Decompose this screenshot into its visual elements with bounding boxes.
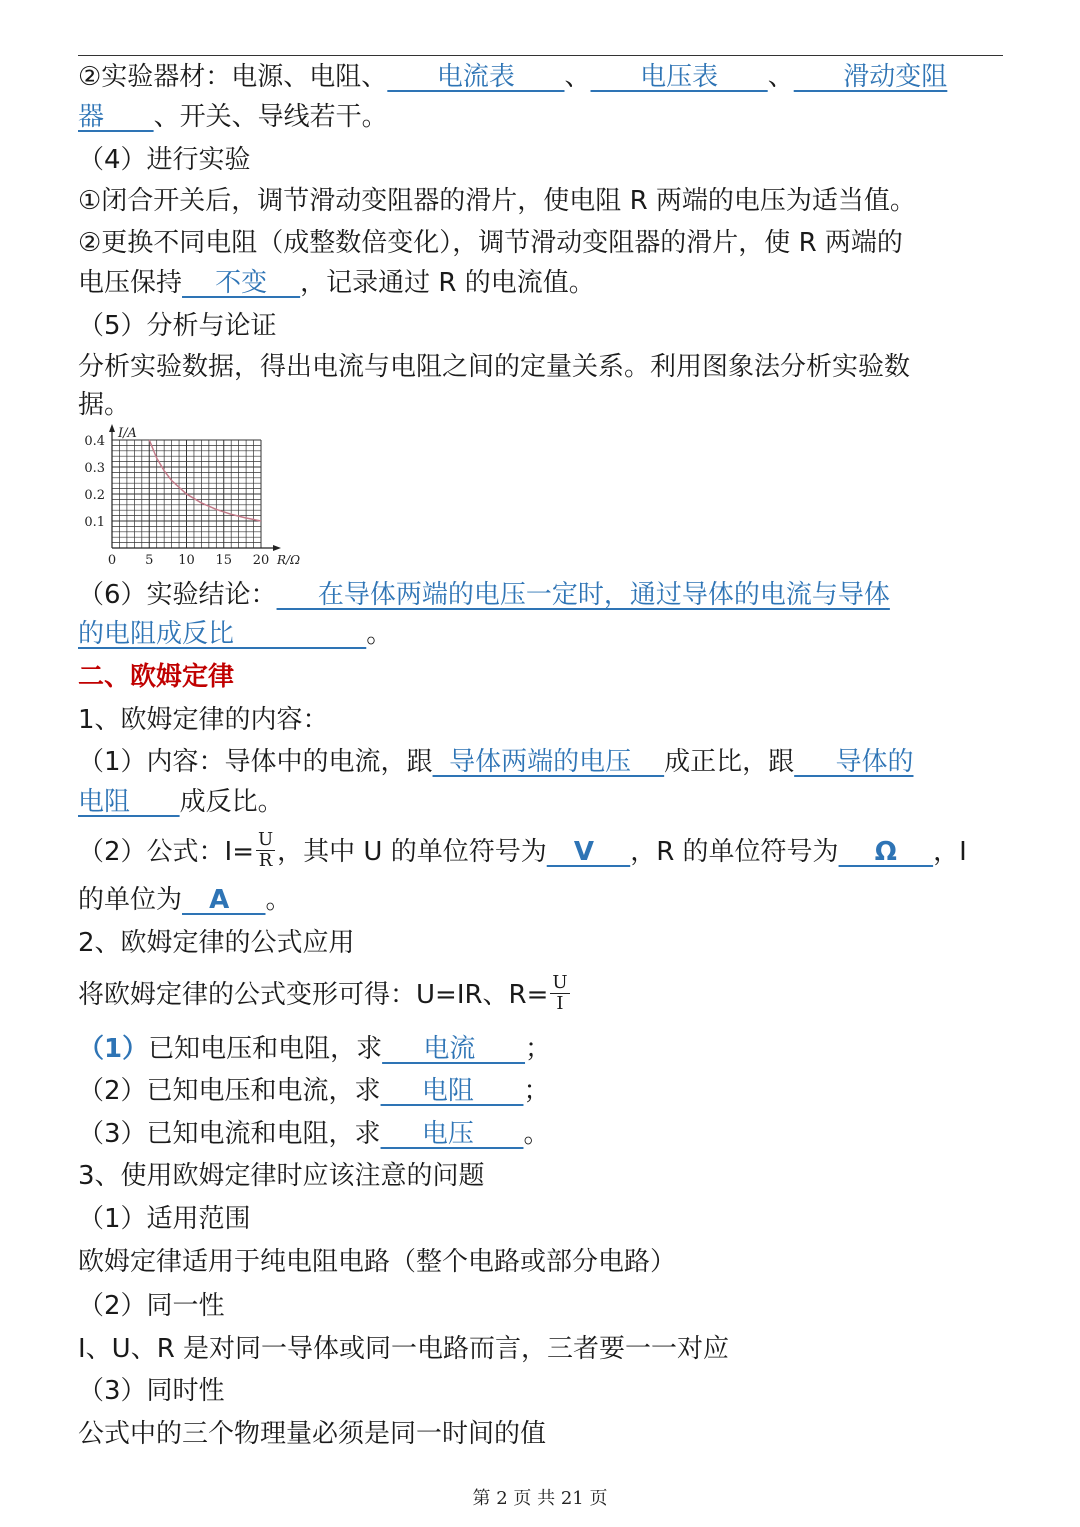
answer-voltage: 导体两端的电压: [432, 747, 665, 777]
equipment-line: [78, 60, 1008, 94]
x-tick-label: 10: [178, 553, 195, 568]
answer-resistance-2: 电阻: [380, 1076, 524, 1106]
page-footer: 第 2 页 共 21 页: [472, 1488, 608, 1509]
current-resistance-chart: [72, 422, 302, 574]
conclusion-line: [78, 578, 1008, 612]
x-tick-label: 20: [252, 553, 270, 568]
answer-resistance: 导体的: [794, 747, 914, 777]
section-heading: 1、欧姆定律的内容：: [78, 705, 329, 735]
text: 成正比，跟: [664, 747, 795, 777]
formula-line: [78, 829, 1008, 873]
series-line: [149, 440, 261, 521]
answer-ampere-unit: A: [182, 885, 266, 915]
answer-resistance-cont: 电阻: [78, 787, 180, 817]
y-axis-arrow: [109, 424, 115, 432]
x-tick-label: 5: [145, 553, 154, 568]
paragraph: 公式中的三个物理量必须是同一时间的值: [78, 1419, 547, 1449]
text: ；: [525, 1034, 552, 1064]
chapter-heading: 二、欧姆定律: [78, 662, 235, 692]
paragraph: 分析实验数据，得出电流与电阻之间的定量关系。利用图象法分析实验数: [78, 352, 911, 382]
sub-heading: （3）同时性: [78, 1376, 225, 1406]
text: 的单位为: [78, 885, 183, 915]
text: （6）实验结论：: [78, 580, 277, 610]
y-tick-label: 0.1: [84, 515, 105, 530]
text: 。: [366, 619, 393, 649]
section-heading: （4）进行实验: [78, 145, 251, 175]
answer-voltage-2: 电压: [380, 1119, 524, 1149]
conclusion-line-2: [78, 617, 1008, 651]
x-axis-label: R/Ω: [277, 553, 301, 567]
answer-rheostat-cont: 器: [78, 102, 154, 132]
sub-heading: （1）适用范围: [78, 1204, 251, 1234]
fraction-u-over-i: [550, 973, 569, 1014]
x-tick-label: 15: [215, 553, 233, 568]
text: 将欧姆定律的公式变形可得：U=IR、R=: [78, 980, 549, 1010]
text: ，R 的单位符号为: [630, 837, 839, 867]
text: 。: [523, 1119, 550, 1149]
text: 成反比。: [179, 787, 284, 817]
text: （2）已知电压和电流，求: [78, 1076, 381, 1106]
text: 。: [265, 885, 292, 915]
formula-line: [78, 972, 1008, 1016]
text: （1）内容：导体中的电流，跟: [78, 747, 433, 777]
x-axis-arrow: [273, 545, 281, 551]
numerator: U: [552, 972, 568, 993]
answer-ammeter: 电流表: [387, 62, 565, 92]
y-axis-label: I/A: [118, 426, 137, 441]
answer-ohm-unit: Ω: [838, 837, 934, 867]
section-heading: 3、使用欧姆定律时应该注意的问题: [78, 1161, 485, 1191]
paragraph: 据。: [78, 390, 131, 420]
paragraph: ②更换不同电阻（成整数倍变化），调节滑动变阻器的滑片，使 R 两端的: [78, 228, 903, 258]
text: （3）已知电流和电阻，求: [78, 1119, 381, 1149]
text: ，I: [933, 837, 967, 867]
y-tick-label: 0.2: [84, 488, 105, 503]
list-item: [78, 1074, 1008, 1108]
answer-volt-unit: V: [546, 837, 631, 867]
answer-constant: 不变: [182, 268, 301, 298]
text: 、: [564, 62, 591, 92]
text: 、开关、导线若干。: [153, 102, 388, 132]
fraction-u-over-r: [256, 830, 275, 871]
denominator: I: [556, 993, 564, 1014]
header-rule: [78, 55, 1003, 56]
list-item: [78, 1117, 1008, 1151]
answer-conclusion-cont: 的电阻成反比: [78, 619, 367, 649]
text: ，记录通过 R 的电流值。: [300, 268, 595, 298]
text: 电压保持: [78, 268, 183, 298]
text: ，其中 U 的单位符号为: [277, 837, 547, 867]
answer-rheostat: 滑动变阻: [793, 62, 948, 92]
answer-voltmeter: 电压表: [590, 62, 768, 92]
text: （2）公式：I=: [78, 837, 254, 867]
y-tick-label: 0.4: [84, 434, 105, 449]
text: ②实验器材：电源、电阻、: [78, 62, 388, 92]
answer-current: 电流: [382, 1034, 526, 1064]
text: ；: [523, 1076, 550, 1106]
sub-heading: （2）同一性: [78, 1291, 225, 1321]
x-tick-label: 0: [107, 553, 117, 568]
paragraph: [78, 785, 1008, 819]
paragraph: [78, 883, 1008, 917]
answer-conclusion: 在导体两端的电压一定时，通过导体的电流与导体: [276, 580, 890, 610]
list-item: [78, 1032, 1008, 1066]
section-heading: 2、欧姆定律的公式应用: [78, 928, 355, 958]
y-tick-label: 0.3: [84, 461, 105, 476]
paragraph: 欧姆定律适用于纯电阻电路（整个电路或部分电路）: [78, 1247, 677, 1277]
text: 已知电压和电阻，求: [148, 1034, 383, 1064]
paragraph: I、U、R 是对同一导体或同一电路而言，三者要一一对应: [78, 1334, 730, 1364]
paragraph: [78, 745, 1008, 779]
paragraph: ①闭合开关后，调节滑动变阻器的滑片，使电阻 R 两端的电压为适当值。: [78, 186, 916, 216]
section-heading: （5）分析与论证: [78, 311, 277, 341]
numerator: U: [258, 829, 274, 850]
denominator: R: [258, 850, 273, 871]
paragraph: [78, 266, 1008, 300]
equipment-line-2: [78, 100, 1008, 134]
item-number: （1）: [78, 1034, 149, 1064]
text: 、: [767, 62, 794, 92]
